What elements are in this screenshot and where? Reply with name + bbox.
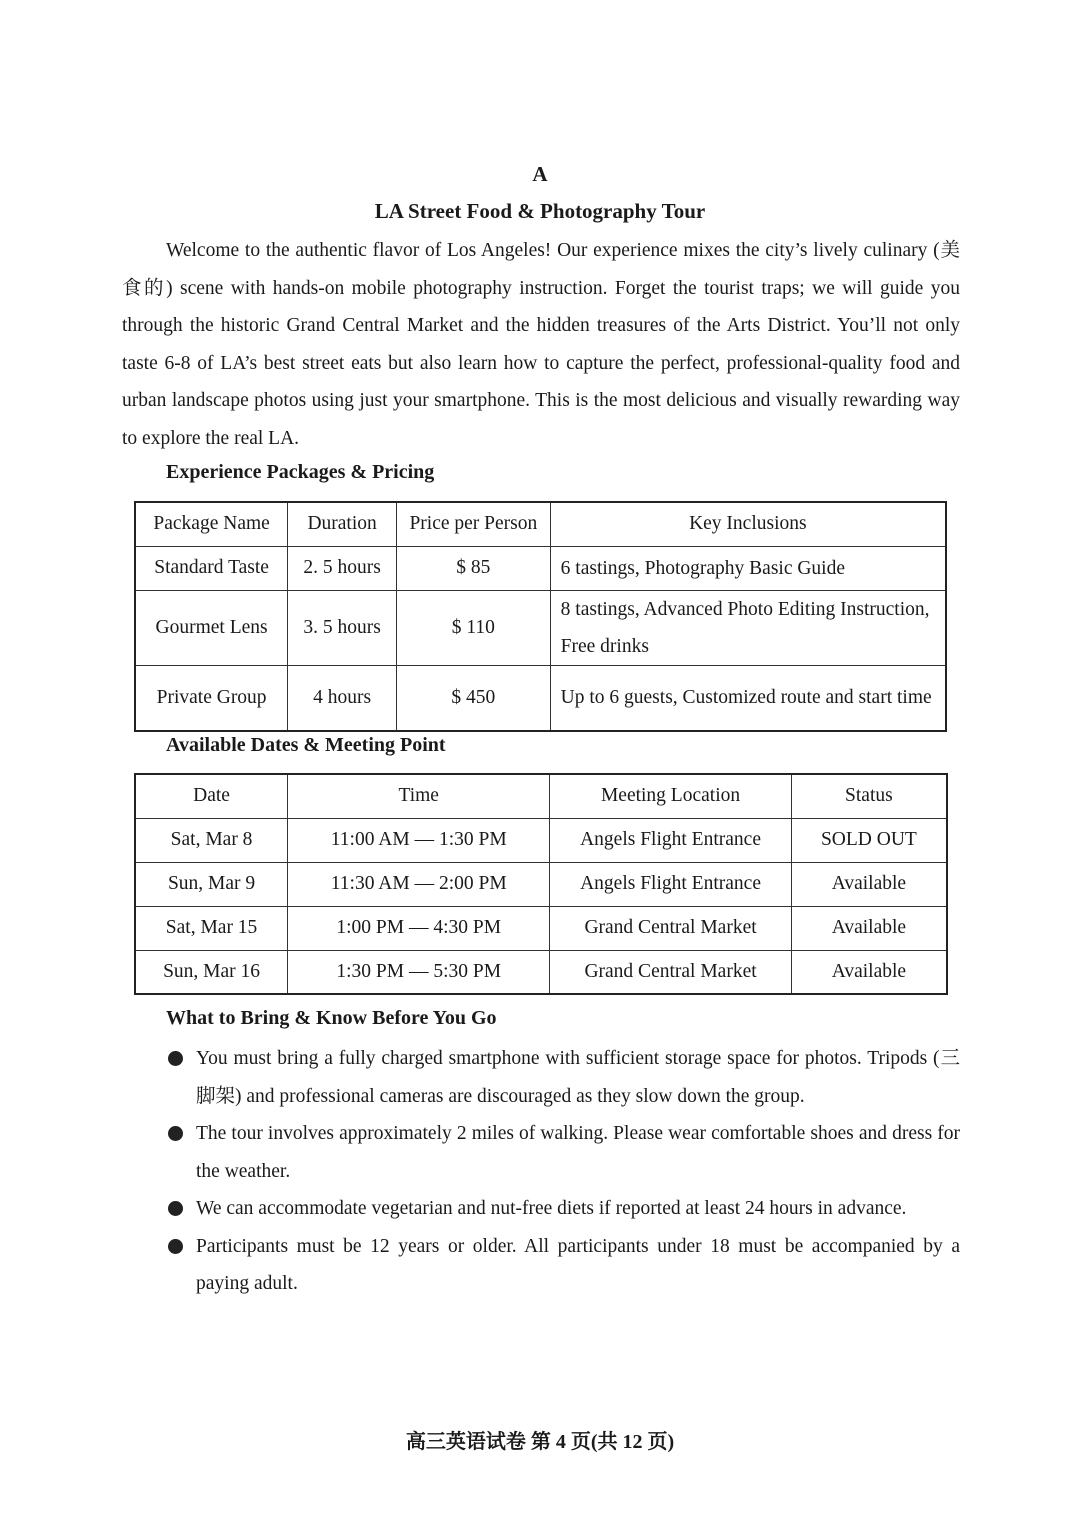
table-row	[135, 950, 947, 994]
tour-status: Available	[791, 862, 947, 906]
bullet-icon	[168, 1051, 183, 1066]
package-duration: 2. 5 hours	[288, 546, 397, 590]
meeting-location: Grand Central Market	[550, 950, 791, 994]
packages-heading: Experience Packages & Pricing	[166, 461, 435, 483]
bullet-icon	[168, 1201, 183, 1216]
package-name: Private Group	[135, 665, 288, 731]
tour-status: Available	[791, 906, 947, 950]
tour-status: SOLD OUT	[791, 818, 947, 862]
list-item-text: We can accommodate vegetarian and nut-free diets if reported at least 24 hours in advance.	[196, 1198, 907, 1219]
table-row	[135, 665, 946, 731]
column-header: Status	[791, 774, 947, 818]
list-item-text: Participants must be 12 years or older. All participants under 18 must be accompanied by a paying adult.	[196, 1235, 960, 1294]
bullet-icon	[168, 1239, 183, 1254]
tour-date: Sat, Mar 8	[135, 818, 288, 862]
package-price: $ 85	[397, 546, 551, 590]
package-name: Gourmet Lens	[135, 590, 288, 665]
package-inclusions: Up to 6 guests, Customized route and start time	[550, 665, 946, 731]
table-header-row	[135, 502, 946, 546]
list-item-text: The tour involves approximately 2 miles of walking. Please wear comfortable shoes and dress for the weather.	[196, 1123, 960, 1182]
table-row	[135, 906, 947, 950]
list-item	[168, 1040, 960, 1115]
table-row	[135, 546, 946, 590]
package-inclusions: 6 tastings, Photography Basic Guide	[550, 546, 946, 590]
package-price: $ 110	[397, 590, 551, 665]
list-item-text: You must bring a fully charged smartphone with sufficient storage space for photos. Tripods (三脚架) and professional cameras are discouraged as they slow down the group.	[196, 1048, 960, 1107]
tour-status: Available	[791, 950, 947, 994]
column-header: Price per Person	[397, 502, 551, 546]
bullet-icon	[168, 1126, 183, 1141]
passage-title: LA Street Food & Photography Tour	[374, 199, 706, 223]
bring-heading: What to Bring & Know Before You Go	[166, 1007, 497, 1029]
packages-table	[134, 501, 947, 732]
tour-time: 11:30 AM — 2:00 PM	[288, 862, 550, 906]
column-header: Package Name	[135, 502, 288, 546]
package-name: Standard Taste	[135, 546, 288, 590]
tour-date: Sun, Mar 16	[135, 950, 288, 994]
column-header: Duration	[288, 502, 397, 546]
column-header: Date	[135, 774, 288, 818]
tour-time: 11:00 AM — 1:30 PM	[288, 818, 550, 862]
table-row	[135, 818, 947, 862]
tour-date: Sun, Mar 9	[135, 862, 288, 906]
bring-list	[168, 1040, 960, 1303]
column-header: Meeting Location	[550, 774, 791, 818]
list-item	[168, 1115, 960, 1190]
list-item	[168, 1190, 960, 1228]
meeting-location: Grand Central Market	[550, 906, 791, 950]
table-row	[135, 590, 946, 665]
tour-time: 1:00 PM — 4:30 PM	[288, 906, 550, 950]
package-duration: 4 hours	[288, 665, 397, 731]
package-inclusions: 8 tastings, Advanced Photo Editing Instruction, Free drinks	[550, 590, 946, 665]
table-header-row	[135, 774, 947, 818]
section-letter: A	[532, 162, 548, 186]
tour-time: 1:30 PM — 5:30 PM	[288, 950, 550, 994]
dates-heading: Available Dates & Meeting Point	[166, 734, 446, 756]
page-footer: 高三英语试卷 第 4 页(共 12 页)	[405, 1431, 675, 1453]
column-header: Time	[288, 774, 550, 818]
column-header: Key Inclusions	[550, 502, 946, 546]
list-item	[168, 1228, 960, 1303]
tour-date: Sat, Mar 15	[135, 906, 288, 950]
intro-paragraph: Welcome to the authentic flavor of Los Angeles! Our experience mixes the city’s lively culinary (美食的) scene with hands-on mobile photography instruction. Forget the tourist traps; we will guide you through the historic Grand Central Market and the hidden treasures of the Arts District. You’ll not only taste 6-8 of LA’s best street eats but also learn how to capture the perfect, professional-quality food and urban landscape photos using just your smartphone. This is the most delicious and visually rewarding way to explore the real LA.	[122, 240, 960, 449]
package-duration: 3. 5 hours	[288, 590, 397, 665]
meeting-location: Angels Flight Entrance	[550, 862, 791, 906]
dates-table	[134, 773, 948, 995]
meeting-location: Angels Flight Entrance	[550, 818, 791, 862]
package-price: $ 450	[397, 665, 551, 731]
table-row	[135, 862, 947, 906]
